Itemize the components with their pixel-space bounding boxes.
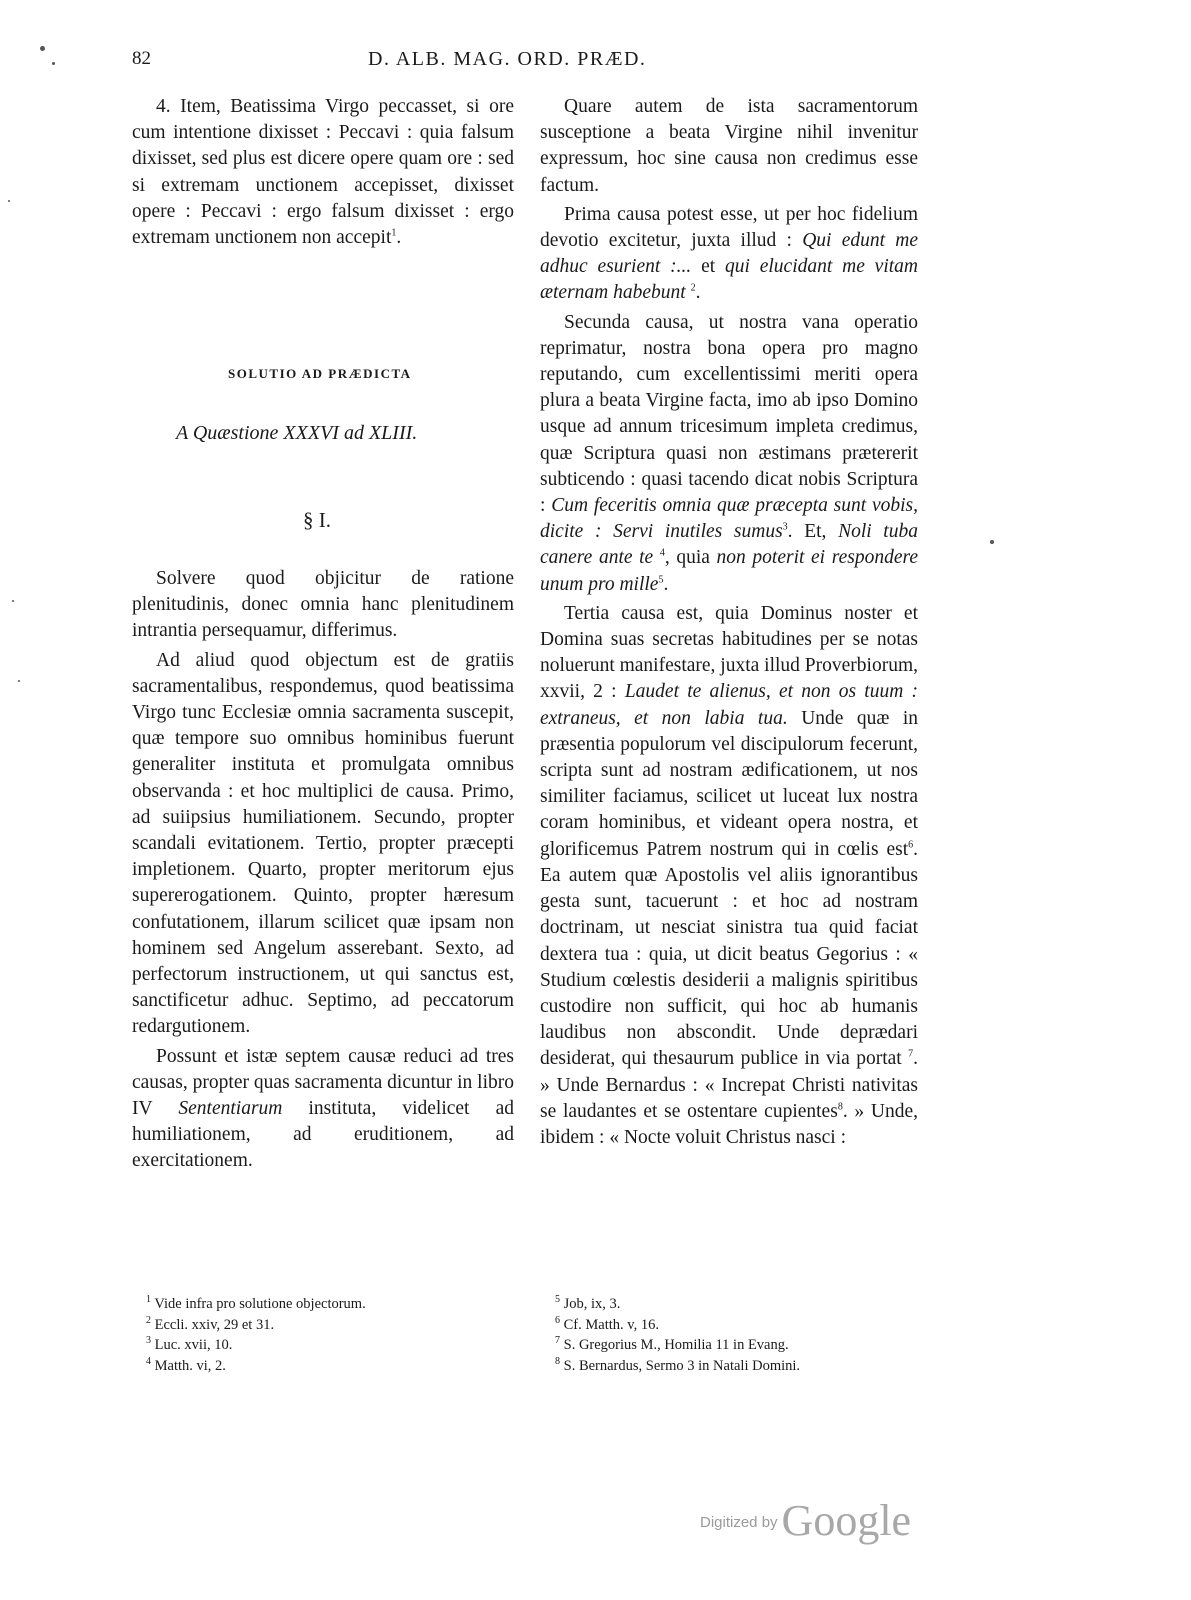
scan-speck xyxy=(52,62,55,65)
footnote xyxy=(555,1315,800,1336)
paragraph-tertia-causa xyxy=(540,601,918,1151)
footnote-text: Cf. Matth. v, 16. xyxy=(563,1316,659,1333)
footnote-ref: 7 xyxy=(908,1048,914,1060)
paragraph-text: . Et, xyxy=(787,521,827,543)
section-heading-range: A Quæstione XXXVI ad XLIII. xyxy=(176,422,418,444)
paragraph-text: 4. Item, Beatissima Virgo peccasset, si ore cum intentione dixisset : Peccavi : quia falsum dixisset, sed plus est dicere opere quam ore : sed si extremam unctionem accepisset, dixisset opere : Peccavi : ergo falsum dixisset : ergo extremam unctionem non accepit xyxy=(132,96,514,249)
left-column xyxy=(132,94,514,251)
footnote xyxy=(555,1335,800,1356)
paragraph-text: . Ea autem quæ Apostolis vel aliis ignorantibus gesta sunt, tacuerunt : et hoc ad nostram doctrinam, ut nesciat sinistra tua quid faciat dextera tua : quia, ut dicit beatus Gegorius : « Studium cœlestis desiderii a malignis spiritibus custodire non sufficit, qui hoc ab humanis laudibus non abscondit. Unde deprædari desiderat, qui thesaurum publice in via portat xyxy=(540,838,918,1070)
quotation: non poterit ei respondere unum pro mille xyxy=(540,547,919,595)
watermark-prefix: Digitized by xyxy=(700,1514,778,1531)
footnote xyxy=(146,1315,366,1336)
digitized-watermark xyxy=(700,1495,911,1546)
footnote-number: 1 xyxy=(146,1294,151,1306)
right-column xyxy=(540,94,918,1151)
footnote-ref: 8 xyxy=(837,1101,843,1113)
quotation: Qui edunt me adhuc esurient :... xyxy=(540,230,919,278)
footnote-number: 2 xyxy=(146,1314,151,1326)
footnote-text: Luc. xvii, 10. xyxy=(154,1337,233,1353)
footnotes-right xyxy=(555,1294,800,1376)
footnote-ref: 6 xyxy=(908,839,914,851)
footnote-text: Eccli. xxiv, 29 et 31. xyxy=(154,1316,275,1333)
footnote-text: Job, ix, 3. xyxy=(563,1296,621,1312)
quotation: Laudet te alienus, et non os tuum : extraneus, et non labia tua. xyxy=(540,681,919,729)
scan-speck xyxy=(8,200,10,202)
footnotes-left xyxy=(146,1294,366,1376)
paragraph-text: Unde quæ in præsentia populorum vel discipulorum fecerunt, scripta sunt ad nostram ædificationem, ut nos similiter faciamus, scilicet ut luceat lux nostra coram hominibus, et videant opera nostra, et glorificemus Patrem nostrum qui in cœlis est xyxy=(540,707,919,860)
footnote-ref: 5 xyxy=(658,574,664,586)
footnote-ref: 2 xyxy=(690,282,696,294)
footnote-number: 6 xyxy=(555,1314,560,1326)
scan-speck xyxy=(12,600,14,602)
paragraph-prima-causa: Prima causa potest esse, ut per hoc fidelium devotio excitetur, juxta illud : Qui edunt me adhuc esurient :... et qui elucidant me vitam æternam habebunt $^2$. xyxy=(540,203,919,304)
book-title: Sententiarum xyxy=(178,1098,283,1120)
footnote-text: S. Gregorius M., Homilia 11 in Evang. xyxy=(563,1337,789,1353)
quotation: qui elucidant me vitam æternam habebunt xyxy=(540,256,918,304)
paragraph-text: . » Unde Bernardus : « Increpat Christi nativitas se laudantes et se ostentare cupientes xyxy=(540,1048,918,1122)
footnote xyxy=(555,1356,800,1377)
paragraph-ad-aliud: Ad aliud quod objectum est de gratiis sacramentalibus, respondemus, quod beatissima Virgo tunc Ecclesiæ omnia sacramenta suscepit, quæ tempore suo omnibus hominibus fuerunt generaliter instituta et promulgata omnibus observanda : et hoc multiplici de causa. Primo, ad suiipsius humiliationem. Secundo, propter scandali evitationem. Tertio, propter præcepti impletionem. Quarto, propter meritorum ejus supererogationem. Quinto, propter hæresum confutationem, illarum scilicet quæ ipsam non hominem sed Angelum asserebant. Sexto, ad perfectorum instructionem, ut qui sanctus est, sanctificetur adhuc. Septimo, ad peccatorum redargutionem. xyxy=(132,649,514,1038)
running-head: D. ALB. MAG. ORD. PRÆD. xyxy=(368,48,647,70)
footnote-ref: 3 xyxy=(782,521,788,533)
footnote-text: Matth. vi, 2. xyxy=(154,1357,226,1374)
paragraph-text: . » Unde, ibidem : « Nocte voluit Christus nasci : xyxy=(540,1100,918,1148)
paragraph-item-4: 4. Item, Beatissima Virgo peccasset, si ore cum intentione dixisset : Peccavi : quia falsum dixisset, sed plus est dicere opere quam ore : sed si extremam unctionem accepisset, dixisset opere : Peccavi : ergo falsum dixisset : ergo extremam unctionem non accepit$^1$. xyxy=(132,96,514,249)
footnote-text: Vide infra pro solutione objectorum. xyxy=(154,1296,366,1312)
footnote-number: 8 xyxy=(555,1355,560,1367)
paragraph-secunda-causa xyxy=(540,310,918,598)
footnote-ref: 4 xyxy=(659,547,665,559)
paragraph-text: Prima causa potest esse, ut per hoc fidelium devotio excitetur, juxta illud : xyxy=(540,203,918,252)
quotation: Cum feceritis omnia quæ præcepta sunt vobis, dicite : Servi inutiles sumus xyxy=(540,495,918,543)
paragraph-text: instituta, videlicet ad humiliationem, ad eruditionem, ad exercitationem. xyxy=(132,1098,515,1172)
quotation: Noli tuba canere ante te xyxy=(540,521,918,569)
paragraph-text: Tertia causa est, quia Dominus noster et Domina suas secretas habitudines per se notas noluerunt manifestare, juxta illud Proverbiorum, xxvii, 2 : xyxy=(540,602,918,703)
footnote xyxy=(555,1294,800,1315)
page-number: 82 xyxy=(132,48,151,69)
scan-speck xyxy=(990,540,994,544)
paragraph-solvere: Solvere quod objicitur de ratione plenitudinis, donec omnia hanc plenitudinem intrantia persequamur, differimus. xyxy=(132,568,514,642)
section-heading-solutio: SOLUTIO AD PRÆDICTA xyxy=(228,366,412,381)
footnote-text: S. Bernardus, Sermo 3 in Natali Domini. xyxy=(563,1357,801,1374)
section-number-heading: § I. xyxy=(303,508,331,532)
footnote-number: 3 xyxy=(146,1335,151,1347)
scan-speck xyxy=(40,46,45,51)
paragraph-possunt xyxy=(132,1044,514,1175)
footnote-number: 4 xyxy=(146,1355,151,1367)
google-logo: Google xyxy=(781,1496,912,1545)
paragraph-text: . xyxy=(663,573,669,595)
paragraph-quare: Quare autem de ista sacramentorum susceptione a beata Virgine nihil invenitur expressum, hoc sine causa non credimus esse factum. xyxy=(540,96,918,196)
footnote-number: 7 xyxy=(555,1335,560,1347)
footnote xyxy=(146,1356,366,1377)
left-column-body xyxy=(132,566,514,1175)
footnote-number: 5 xyxy=(555,1294,560,1306)
paragraph-text: et xyxy=(701,256,716,278)
paragraph-text: Possunt et istæ septem causæ reduci ad tres causas, propter quas sacramenta dicuntur in libro IV xyxy=(132,1045,514,1120)
paragraph-text: , quia xyxy=(664,547,710,569)
footnote xyxy=(146,1294,366,1315)
paragraph-text: Secunda causa, ut nostra vana operatio reprimatur, nostra bona opera pro magno reputando, cum excellentissimi meriti opera plura a beata Virgine facta, imo ab ipso Domino usque ad annum tricesimum impleta credimus, quæ Scriptura quasi non æstimans prætererit subticendo : quasi tacendo dicat nobis Scriptura : xyxy=(540,311,918,517)
scan-speck xyxy=(18,680,20,682)
footnote-ref: 1 xyxy=(391,227,397,239)
footnote xyxy=(146,1335,366,1356)
